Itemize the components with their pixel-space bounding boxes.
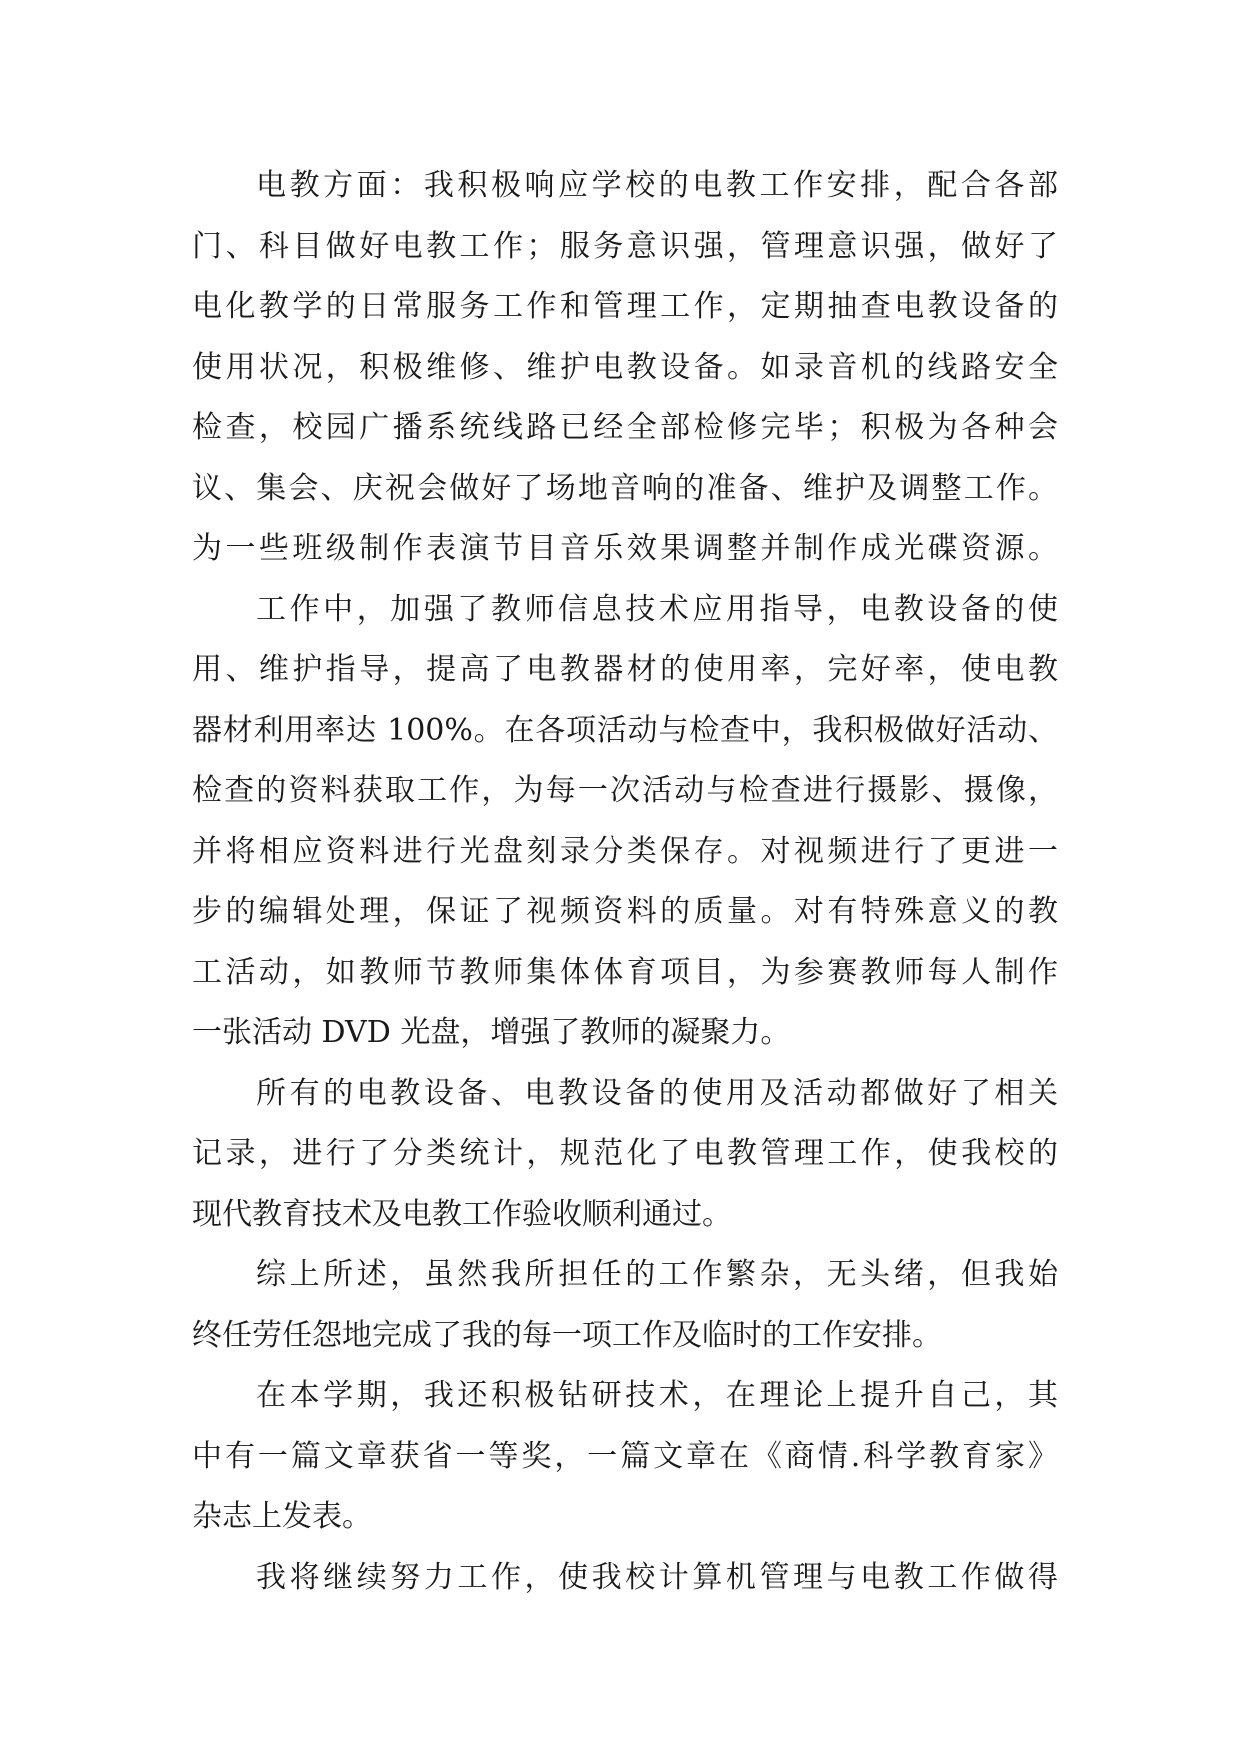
text-line: 使用状况，积极维修、维护电教设备。如录音机的线路安全 <box>192 349 1058 385</box>
text-line: 综上所述，虽然我所担任的工作繁杂，无头绪，但我始 <box>256 1257 1058 1292</box>
text-line: 我将继续努力工作，使我校计算机管理与电教工作做得 <box>256 1559 1058 1595</box>
text-line: 用、维护指导，提高了电教器材的使用率，完好率，使电教 <box>192 652 1058 687</box>
text-line: 在本学期，我还积极钻研技术，在理论上提升自己，其 <box>256 1378 1058 1413</box>
paragraph-p6 <box>192 1548 1058 1609</box>
text-line: 为一些班级制作表演节目音乐效果调整并制作成光碟资源。 <box>192 531 1058 566</box>
text-line: 记录，进行了分类统计，规范化了电教管理工作，使我校的 <box>192 1136 1058 1171</box>
text-line: 检查，校园广播系统线路已经全部检修完毕；积极为各种会 <box>192 410 1058 445</box>
text-line: 终任劳任怨地完成了我的每一项工作及临时的工作安排。 <box>192 1317 942 1353</box>
paragraph-p3 <box>192 1064 1058 1246</box>
text-line: 杂志上发表。 <box>192 1499 372 1534</box>
paragraph-p1 <box>192 156 1058 580</box>
text-line: 一张活动 DVD 光盘，增强了教师的凝聚力。 <box>192 1015 791 1050</box>
text-line: 门、科目做好电教工作；服务意识强，管理意识强，做好了 <box>192 228 1058 264</box>
text-line: 器材利用率达 100%。在各项活动与检查中，我积极做好活动、 <box>192 712 1058 748</box>
paragraph-p4 <box>192 1245 1058 1366</box>
text-line: 现代教育技术及电教工作验收顺利通过。 <box>192 1196 732 1232</box>
text-line: 所有的电教设备、电教设备的使用及活动都做好了相关 <box>256 1075 1058 1111</box>
text-line: 检查的资料获取工作，为每一次活动与检查进行摄影、摄像， <box>192 773 1058 808</box>
text-line: 步的编辑处理，保证了视频资料的质量。对有特殊意义的教 <box>192 894 1058 929</box>
text-line: 工作中，加强了教师信息技术应用指导，电教设备的使 <box>256 591 1058 627</box>
text-line: 议、集会、庆祝会做好了场地音响的准备、维护及调整工作。 <box>192 470 1058 506</box>
text-line: 电化教学的日常服务工作和管理工作，定期抽查电教设备的 <box>192 289 1058 324</box>
text-line: 电教方面：我积极响应学校的电教工作安排，配合各部 <box>256 168 1058 203</box>
text-line: 中有一篇文章获省一等奖，一篇文章在《商情.科学教育家》 <box>192 1438 1058 1474</box>
paragraph-p5 <box>192 1366 1058 1548</box>
text-line: 并将相应资料进行光盘刻录分类保存。对视频进行了更进一 <box>192 833 1058 869</box>
document-body <box>192 156 1058 1608</box>
text-line: 工活动，如教师节教师集体体育项目，为参赛教师每人制作 <box>192 954 1058 990</box>
paragraph-p2 <box>192 580 1058 1064</box>
